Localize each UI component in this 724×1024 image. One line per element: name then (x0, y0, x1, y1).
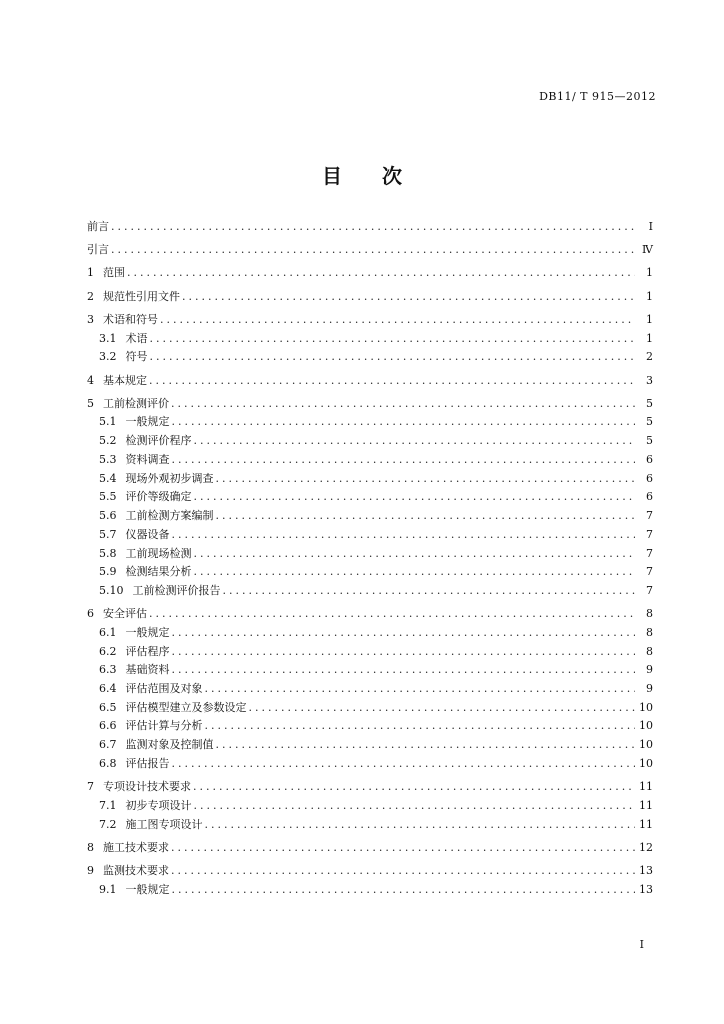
toc-entry-number: 6.8 (99, 756, 117, 770)
toc-entry-title: 工前检测评价 (103, 396, 169, 410)
toc-entry-page: 9 (646, 663, 653, 677)
toc-entry-page: 6 (646, 452, 653, 466)
toc-entry-title: 评估范围及对象 (125, 682, 203, 696)
toc-entry-page: 7 (646, 565, 653, 579)
toc-entry[interactable] (87, 264, 653, 283)
toc-entry-number: 5.2 (99, 434, 117, 448)
toc-entry-page: 7 (646, 527, 653, 541)
toc-entry-title: 规范性引用文件 (103, 289, 180, 303)
toc-entry-page: 10 (639, 738, 653, 752)
toc-entry-title: 基本规定 (103, 373, 147, 387)
toc-entry-page: 6 (646, 471, 653, 485)
toc-entry-page: 2 (646, 350, 653, 364)
toc-dot-leader (216, 470, 636, 489)
toc-dot-leader (205, 717, 636, 736)
toc-entry-page: I (648, 220, 653, 233)
toc-entry[interactable] (87, 839, 653, 858)
toc-dot-leader (149, 605, 635, 624)
toc-dot-leader (205, 816, 636, 835)
toc-entry-page: 3 (646, 373, 653, 387)
toc-dot-leader (194, 432, 636, 451)
toc-entry[interactable] (87, 717, 653, 736)
toc-entry-title: 基础资料 (125, 663, 170, 677)
toc-dot-leader (172, 451, 636, 470)
toc-entry[interactable] (87, 624, 653, 643)
toc-entry[interactable] (87, 778, 653, 797)
toc-entry-page: 8 (646, 625, 653, 639)
toc-entry-number: 3.1 (99, 331, 117, 345)
toc-entry[interactable] (87, 288, 653, 307)
toc-dot-leader (172, 755, 636, 774)
toc-entry-number: 2 (87, 289, 94, 303)
toc-entry[interactable] (87, 526, 653, 545)
toc-dot-leader (171, 395, 635, 414)
toc-entry-page: 5 (646, 434, 653, 448)
toc-entry[interactable] (87, 372, 653, 391)
toc-dot-leader (111, 241, 635, 260)
toc-dot-leader (216, 507, 636, 526)
toc-entry[interactable] (87, 432, 653, 451)
toc-entry-page: 7 (646, 583, 653, 597)
toc-dot-leader (223, 582, 636, 601)
toc-entry[interactable] (87, 643, 653, 662)
toc-entry-number: 6.5 (99, 700, 117, 714)
toc-entry-title: 监测技术要求 (103, 864, 169, 877)
toc-entry-page: 12 (639, 840, 653, 854)
toc-entry[interactable] (87, 218, 653, 237)
toc-entry-page: 13 (639, 864, 653, 877)
toc-dot-leader (194, 488, 636, 507)
toc-entry-title: 一般规定 (125, 415, 170, 429)
toc-entry-title: 评估计算与分析 (125, 719, 203, 733)
toc-entry-number: 6 (87, 607, 94, 621)
toc-entry-page: 1 (646, 312, 653, 326)
toc-entry-title: 仪器设备 (125, 527, 170, 541)
toc-entry[interactable] (87, 881, 653, 900)
toc-entry-page: 8 (646, 607, 653, 621)
toc-entry-number: 9 (87, 864, 94, 877)
toc-entry-number: 6.4 (99, 682, 117, 696)
toc-entry-number: 8 (87, 840, 94, 854)
toc-entry-page: 10 (639, 719, 653, 733)
toc-entry-title: 工前现场检测 (125, 546, 192, 560)
toc-entry-page: 1 (646, 289, 653, 303)
toc-entry-number: 7.2 (99, 817, 117, 831)
toc-entry-title: 现场外观初步调查 (125, 471, 214, 485)
toc-entry-page: 11 (639, 817, 653, 831)
toc-entry-title: 评估程序 (125, 644, 170, 658)
toc-entry-title: 检测结果分析 (125, 565, 192, 579)
toc-entry-number: 5.8 (99, 546, 117, 560)
toc-title-right: 次 (382, 164, 402, 188)
toc-entry-page: 13 (639, 882, 653, 896)
toc-entry[interactable] (87, 348, 653, 367)
toc-entry-title: 工前检测评价报告 (132, 583, 221, 597)
toc-entry[interactable] (87, 582, 653, 601)
toc-entry[interactable] (87, 545, 653, 564)
toc-dot-leader (172, 881, 636, 900)
toc-entry-number: 3.2 (99, 350, 117, 364)
toc-dot-leader (193, 778, 635, 797)
toc-entry-page: Ⅳ (642, 243, 653, 257)
toc-entry-title: 施工技术要求 (103, 840, 169, 854)
toc-entry-number: 5.6 (99, 509, 117, 523)
toc-entry-page: 11 (639, 780, 653, 794)
toc-dot-leader (182, 288, 635, 307)
toc-entry-title: 监测对象及控制值 (125, 738, 214, 752)
toc-entry[interactable] (87, 755, 653, 774)
toc-dot-leader (149, 372, 635, 391)
toc-entry-number: 9.1 (99, 882, 117, 896)
toc-entry-title: 检测评价程序 (125, 434, 192, 448)
toc-entry[interactable] (87, 311, 653, 330)
toc-entry-number: 5.1 (99, 415, 117, 429)
toc-entry[interactable] (87, 816, 653, 835)
toc-entry-page: 9 (646, 682, 653, 696)
toc-entry-page: 1 (646, 331, 653, 345)
toc-entry-number: 5.7 (99, 527, 117, 541)
toc-dot-leader (172, 661, 636, 680)
toc-entry[interactable] (87, 563, 653, 582)
toc-entry[interactable] (87, 395, 653, 414)
table-of-contents (87, 218, 653, 899)
toc-entry-title: 专项设计技术要求 (103, 780, 191, 794)
toc-dot-leader (216, 736, 636, 755)
toc-dot-leader (194, 563, 636, 582)
toc-entry[interactable] (87, 488, 653, 507)
toc-entry-title: 施工图专项设计 (125, 817, 203, 831)
toc-dot-leader (171, 862, 635, 881)
toc-entry-title: 一般规定 (125, 882, 170, 896)
toc-entry-number: 6.1 (99, 625, 117, 639)
toc-entry-title: 范围 (103, 266, 125, 280)
toc-entry-page: 5 (646, 415, 653, 429)
toc-entry[interactable] (87, 680, 653, 699)
toc-entry[interactable] (87, 736, 653, 755)
toc-entry-number: 5.3 (99, 452, 117, 466)
toc-entry-title: 评估模型建立及参数设定 (125, 700, 247, 714)
toc-entry[interactable] (87, 862, 653, 881)
toc-entry-number: 7.1 (99, 798, 117, 812)
toc-entry-number: 6.2 (99, 644, 117, 658)
toc-dot-leader (171, 839, 635, 858)
toc-entry-page: 1 (646, 266, 653, 280)
toc-entry-page: 10 (639, 700, 653, 714)
toc-entry-number: 5 (87, 396, 94, 410)
toc-entry-title: 前言 (87, 220, 109, 233)
toc-entry-title: 评估报告 (125, 756, 170, 770)
toc-entry[interactable] (87, 241, 653, 260)
toc-entry-page: 10 (639, 756, 653, 770)
toc-dot-leader (194, 797, 636, 816)
toc-dot-leader (172, 526, 636, 545)
toc-entry-number: 6.6 (99, 719, 117, 733)
toc-dot-leader (172, 413, 636, 432)
toc-dot-leader (111, 218, 635, 237)
toc-entry-number: 5.5 (99, 490, 117, 504)
toc-entry-number: 7 (87, 780, 94, 794)
toc-entry[interactable] (87, 451, 653, 470)
toc-entry-title: 术语和符号 (103, 312, 158, 326)
toc-entry[interactable] (87, 797, 653, 816)
toc-entry-number: 4 (87, 373, 94, 387)
toc-entry-title: 工前检测方案编制 (125, 509, 214, 523)
document-code: DB11/ T 915—2012 (539, 90, 656, 103)
toc-dot-leader (194, 545, 636, 564)
toc-entry-title: 引言 (87, 243, 109, 257)
toc-entry[interactable] (87, 507, 653, 526)
toc-entry-title: 评价等级确定 (125, 490, 192, 504)
toc-entry[interactable] (87, 330, 653, 349)
toc-entry-number: 5.4 (99, 471, 117, 485)
toc-entry-page: 5 (646, 396, 653, 410)
toc-entry[interactable] (87, 413, 653, 432)
toc-dot-leader (172, 643, 636, 662)
toc-entry-page: 7 (646, 546, 653, 560)
toc-entry-page: 6 (646, 490, 653, 504)
toc-entry-number: 6.3 (99, 663, 117, 677)
toc-dot-leader (172, 624, 636, 643)
toc-title (0, 160, 724, 189)
toc-title-left: 目 (322, 164, 342, 188)
toc-entry-number: 6.7 (99, 738, 117, 752)
toc-entry-number: 1 (87, 266, 94, 280)
toc-entry[interactable] (87, 470, 653, 489)
toc-entry-title: 一般规定 (125, 625, 170, 639)
toc-entry-title: 资料调查 (125, 452, 170, 466)
toc-entry[interactable] (87, 661, 653, 680)
toc-entry-page: 8 (646, 644, 653, 658)
toc-entry-title: 符号 (125, 350, 148, 364)
toc-entry[interactable] (87, 699, 653, 718)
toc-entry-number: 5.10 (99, 583, 124, 597)
toc-dot-leader (205, 680, 636, 699)
toc-entry-page: 7 (646, 509, 653, 523)
toc-entry-title: 安全评估 (103, 607, 147, 621)
toc-dot-leader (127, 264, 635, 283)
toc-dot-leader (249, 699, 636, 718)
toc-entry-number: 5.9 (99, 565, 117, 579)
toc-entry-title: 术语 (125, 331, 148, 345)
toc-entry-page: 11 (639, 798, 653, 812)
toc-dot-leader (160, 311, 635, 330)
page-number: I (639, 938, 644, 951)
toc-entry[interactable] (87, 605, 653, 624)
toc-dot-leader (150, 330, 636, 349)
toc-entry-number: 3 (87, 312, 94, 326)
toc-entry-title: 初步专项设计 (125, 798, 192, 812)
toc-dot-leader (150, 348, 636, 367)
